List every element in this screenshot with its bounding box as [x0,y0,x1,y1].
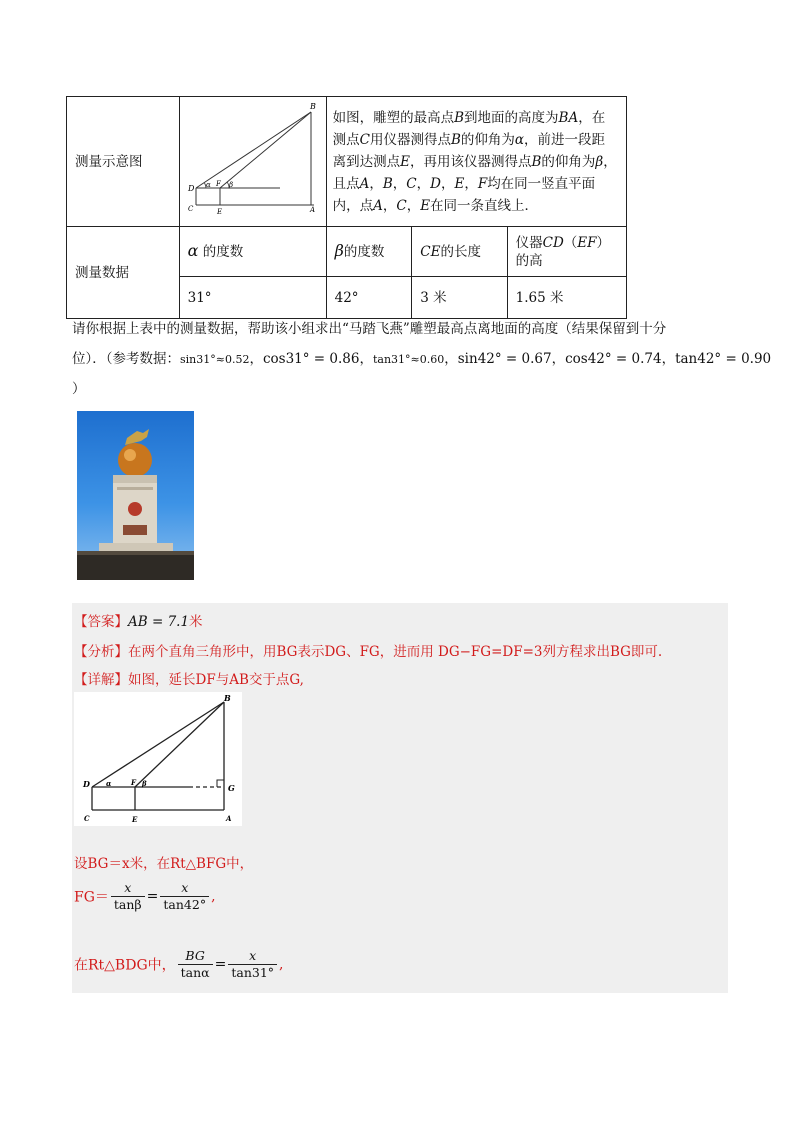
answer-tag: 【答案】 [74,614,128,630]
solution-line-1: 设BG＝x米，在Rt△BFG中， [74,856,254,872]
answer-line [74,610,203,630]
answer-unit: 米 [189,614,203,630]
value-instrument: 1.65 米 [507,277,626,319]
row-label-diagram: 测量示意图 [67,97,180,227]
header-alpha: α 的度数 [179,227,326,277]
diagram-description: 如图，雕塑的最高点B到地面的高度为BA，在测点C用仪器测得点B的仰角为α，前进一段距离到达测点E，再用该仪器测得点B的仰角为β，且点A，B，C，D，E，F均在同一竖直平面内，点A，C，E在同一条直线上． [326,97,626,227]
analysis-line [74,640,662,660]
sol-label-F: F [131,778,136,787]
header-instrument: 仪器CD（EF）的高 [507,227,626,277]
label-B: B [309,102,316,111]
sol-label-beta: β [142,779,147,788]
label-A: A [309,206,315,214]
monument-illustration [77,411,194,580]
solution-diagram [74,692,242,826]
label-alpha: α [205,181,211,189]
label-D: D [187,184,195,193]
header-ce: CE的长度 [412,227,507,277]
label-beta: β [228,181,233,189]
measurement-table [66,96,627,319]
question-line-2: 位）．（参考数据：sin31°≈0.52，cos31° = 0.86，tan31°≈0.60，sin42° = 0.67，cos42° = 0.74，tan42° = 0.90 [72,351,772,367]
label-E: E [216,208,222,216]
label-C: C [187,205,193,213]
question-line-1: 请你根据上表中的测量数据，帮助该小组求出“马踏飞燕”雕塑最高点离地面的高度（结果保留到十分 [72,321,667,337]
analysis-text: 在两个直角三角形中，用BG表示DG、FG，进而用 DG−FG=DF=3列方程求出BG即可. [128,644,663,660]
fg-equation: FG＝ $\frac{x}{\tan\beta}$ = $\frac{x}{\tan 42^\circ}$ , [74,880,216,912]
detail-text: 如图，延长DF与AB交于点G, [128,672,304,688]
sol-label-alpha: α [106,779,112,788]
sol-label-D: D [83,779,90,789]
question-line-3: ） [72,381,86,397]
row-label-data: 测量数据 [67,227,180,319]
sol-label-G: G [228,783,235,793]
header-beta: β的度数 [326,227,412,277]
sol-label-A: A [226,814,232,823]
answer-value: AB = 7.1 [128,614,190,630]
value-beta: 42° [326,277,412,319]
detail-tag: 【详解】 [74,672,128,688]
sol-label-C: C [84,814,90,823]
label-F: F [215,180,221,188]
value-ce: 3 米 [412,277,507,319]
sol-label-E: E [132,815,138,824]
measurement-diagram [180,97,326,219]
diagram-cell [179,97,326,227]
value-alpha: 31° [179,277,326,319]
analysis-tag: 【分析】 [74,644,128,660]
detail-line [74,668,304,688]
sol-label-B: B [224,693,231,703]
bdg-equation: 在Rt△BDG中， $\frac{BG}{\tan\alpha}$ = $\frac{x}{\tan 31^\circ}$ , [74,948,284,980]
solution-diagram-box [74,692,242,826]
monument-photo [77,411,194,580]
